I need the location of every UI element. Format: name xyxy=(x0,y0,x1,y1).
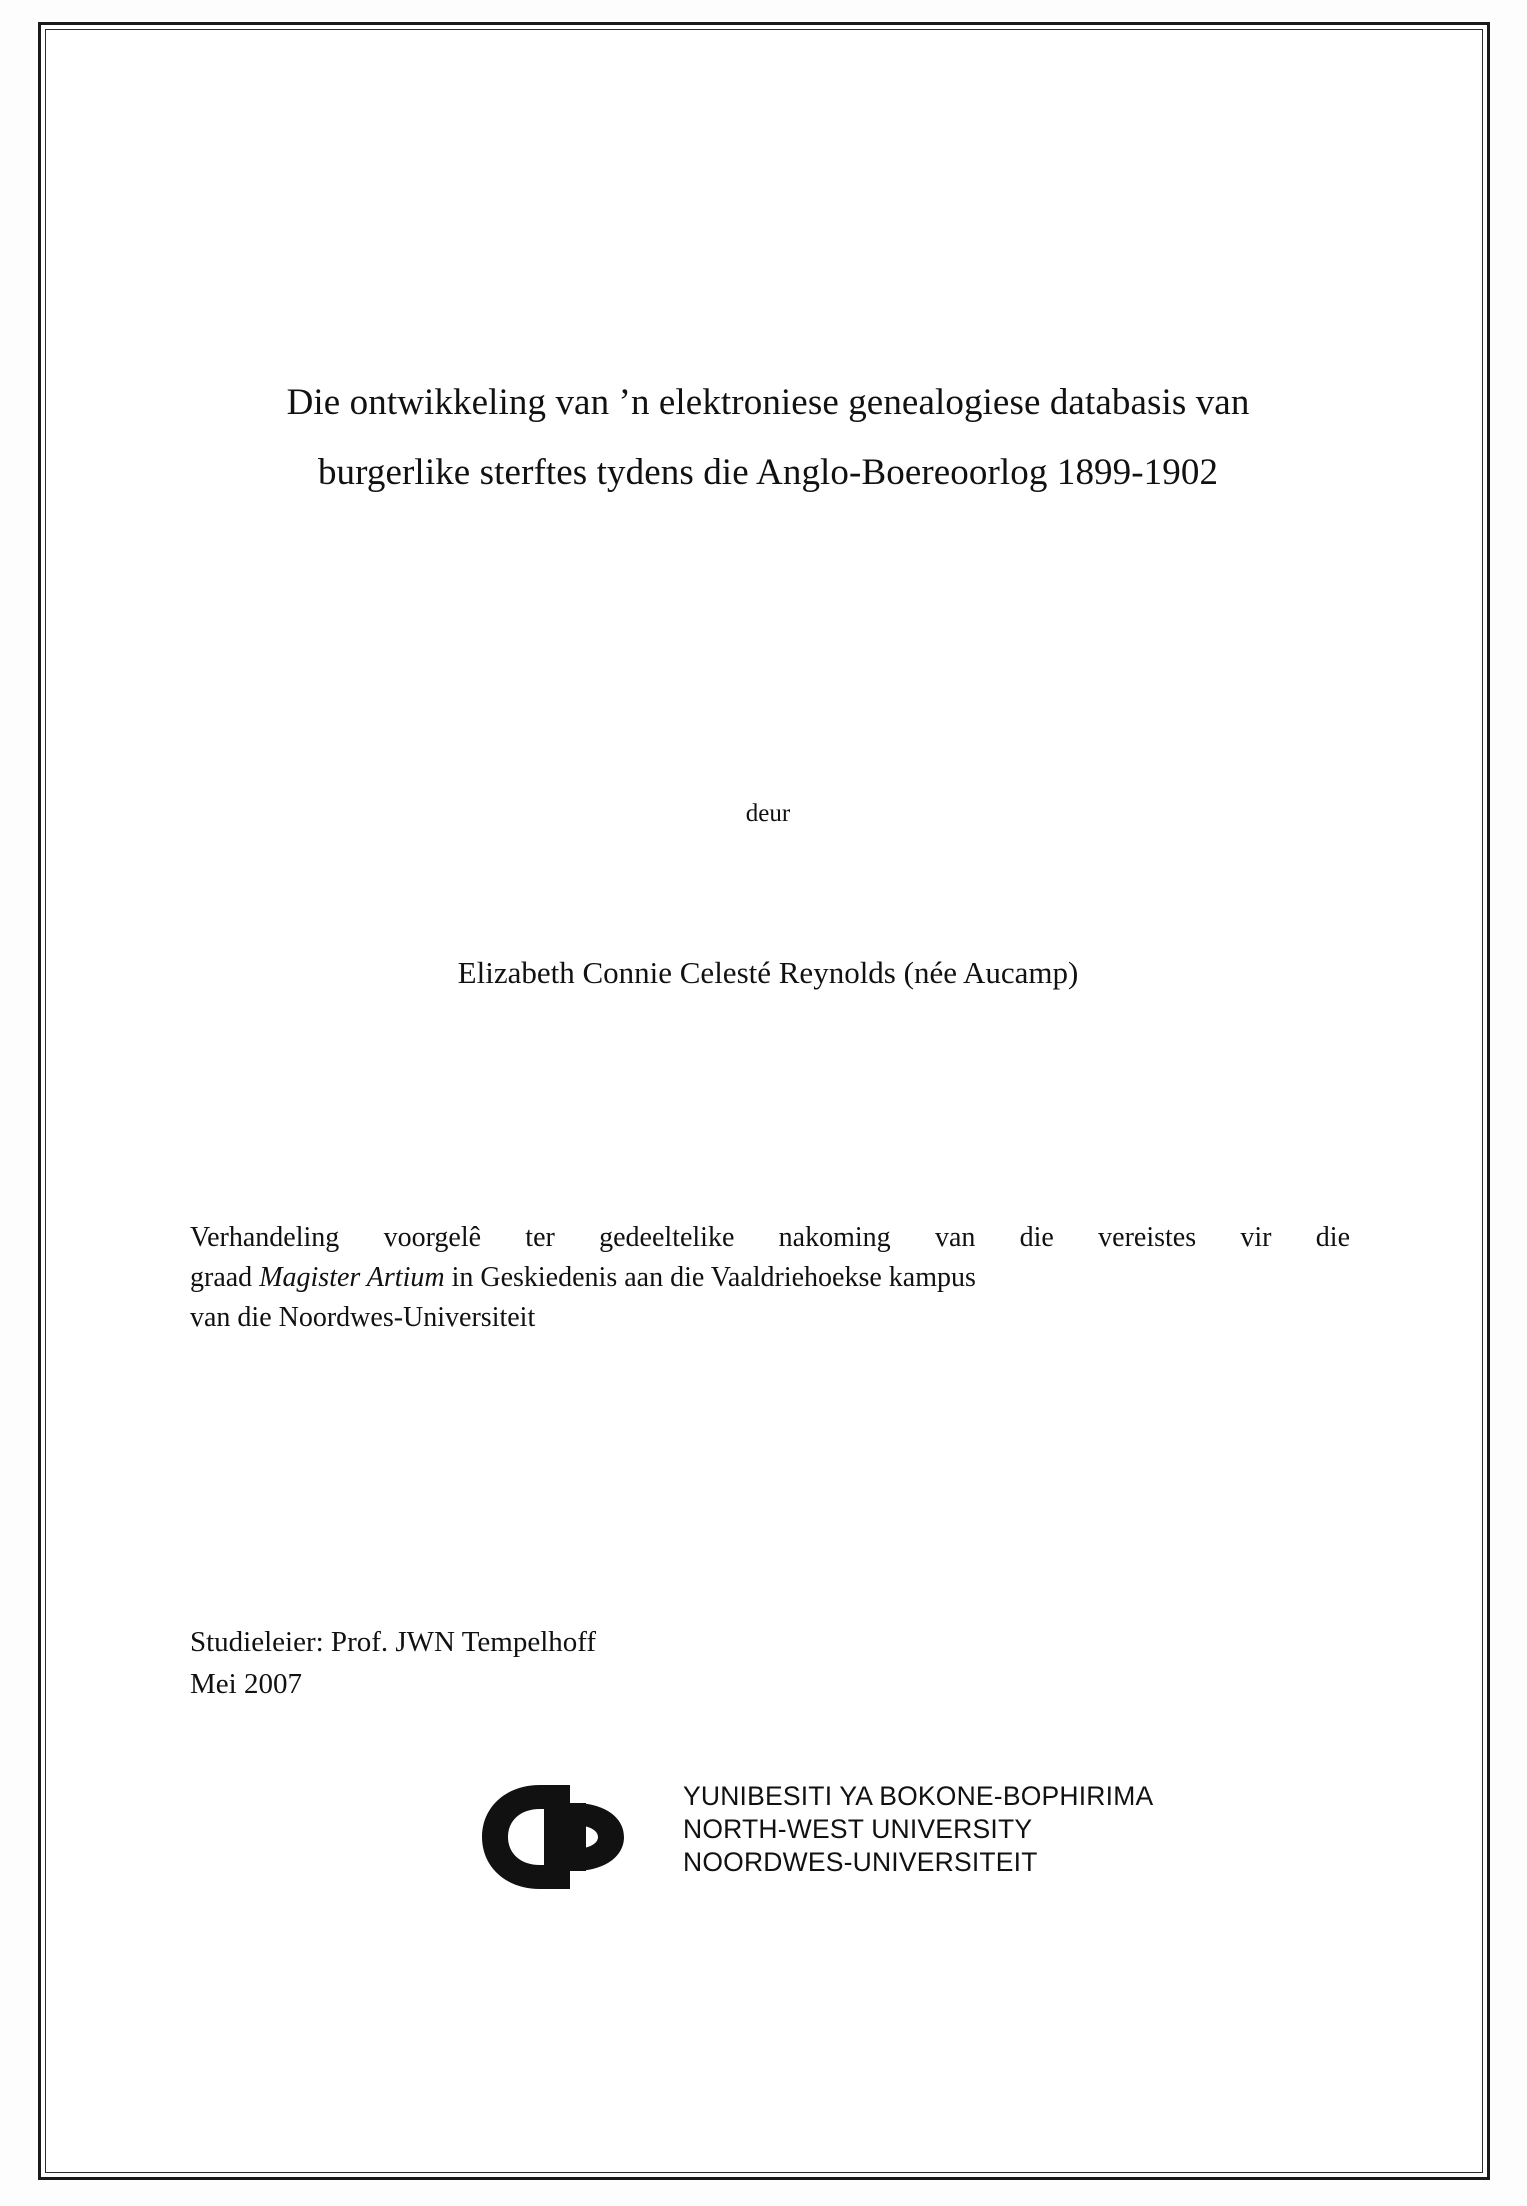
by-label: deur xyxy=(745,800,791,827)
date-line: Mei 2007 xyxy=(190,1668,302,1700)
supervisor-block xyxy=(190,1621,1090,1705)
degree-statement-line-2 xyxy=(190,1258,1350,1298)
nwu-logo-icon xyxy=(478,1781,674,1893)
degree-statement-line-3: van die Noordwes-Universiteit xyxy=(190,1302,536,1333)
supervisor-line: Studieleier: Prof. JWN Tempelhoff xyxy=(190,1626,597,1658)
logo-line-1: YUNIBESITI YA BOKONE-BOPHIRIMA xyxy=(683,1781,1154,1811)
degree-statement-line-1: Verhandeling voorgelê ter gedeeltelike nakoming van die vereistes vir die xyxy=(190,1222,1350,1253)
university-logo-text xyxy=(683,1780,1153,1879)
university-logo xyxy=(478,1775,1278,1905)
author-name: Elizabeth Connie Celesté Reynolds (née Aucamp) xyxy=(457,955,1079,990)
degree-statement-line-2-pre: graad xyxy=(190,1262,260,1293)
degree-statement-line-2-post: in Geskiedenis aan die Vaaldriehoekse kampus xyxy=(444,1262,976,1293)
title-line-1: Die ontwikkeling van ’n elektroniese genealogiese databasis van xyxy=(286,382,1250,423)
logo-line-3: NOORDWES-UNIVERSITEIT xyxy=(683,1847,1038,1877)
degree-name-italic: Magister Artium xyxy=(259,1262,445,1293)
title-line-2: burgerlike sterftes tydens die Anglo-Boereoorlog 1899-1902 xyxy=(317,452,1219,493)
page-title xyxy=(148,368,1388,508)
degree-statement xyxy=(190,1218,1350,1338)
title-page-content xyxy=(148,0,1388,2206)
logo-line-2: NORTH-WEST UNIVERSITY xyxy=(683,1814,1033,1844)
